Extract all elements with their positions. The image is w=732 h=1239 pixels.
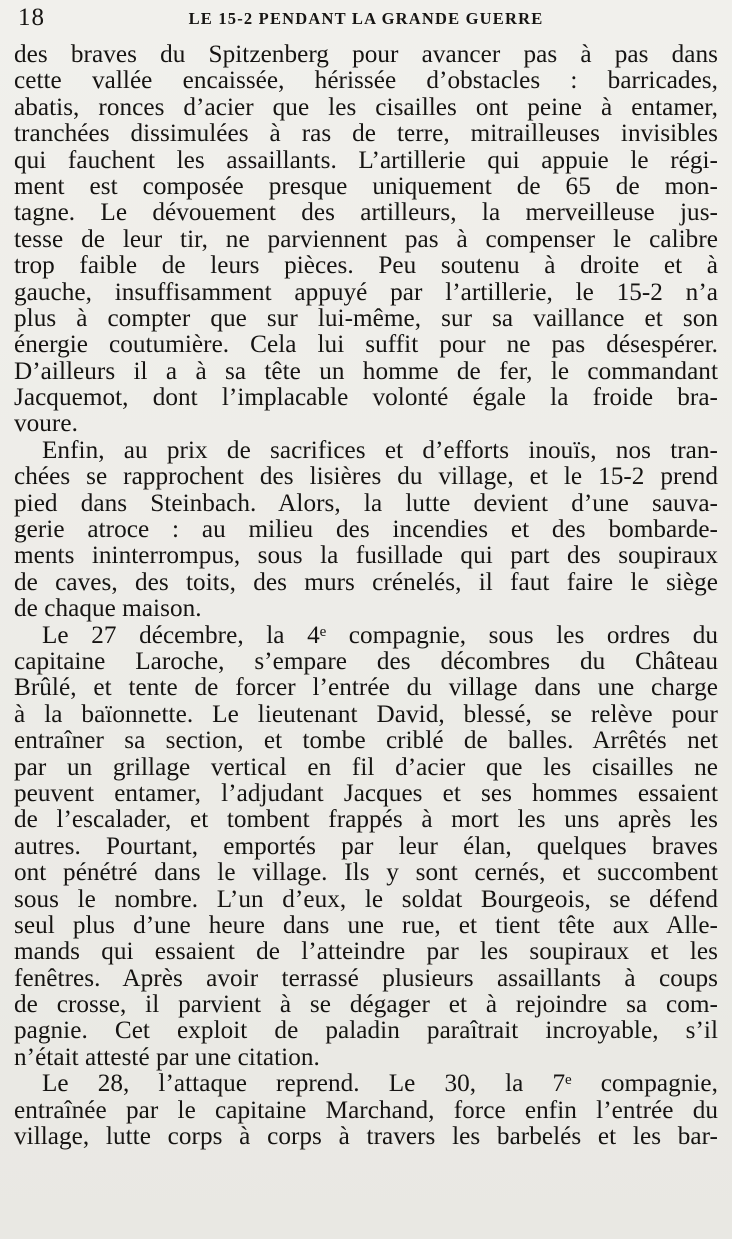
text-line: entraînée par le capitaine Marchand, force enfin l’entrée du (14, 1096, 718, 1124)
running-title: LE 15-2 PENDANT LA GRANDE GUERRE (188, 9, 544, 28)
text-line: trop faible de leurs pièces. Peu soutenu à droite et à (14, 252, 718, 280)
text-line: entraîner sa section, et tombe criblé de balles. Arrêtés net (14, 727, 718, 755)
text-line: Le 28, l’attaque reprend. Le 30, la 7ᵉ compagnie, (42, 1070, 718, 1098)
text-line: pagnie. Cet exploit de paladin paraîtrait incroyable, s’il (14, 1017, 718, 1045)
text-line: mands qui essaient de l’atteindre par les soupiraux et les (14, 938, 718, 966)
text-line: plus à compter que sur lui-même, sur sa vaillance et son (14, 304, 718, 332)
body-text (14, 42, 718, 1150)
text-line: Enfin, au prix de sacrifices et d’efforts inouïs, nos tran- (42, 436, 718, 464)
text-line: n’était attesté par une citation. (14, 1043, 320, 1071)
paragraph (14, 623, 718, 1072)
text-line: cette vallée encaissée, hérissée d’obstacles : barricades, (14, 67, 718, 95)
paragraph (14, 1071, 718, 1150)
text-line: fenêtres. Après avoir terrassé plusieurs assaillants à coups (14, 964, 718, 992)
text-line: de crosse, il parvient à se dégager et à rejoindre sa com- (14, 991, 718, 1019)
text-line: ment est composée presque uniquement de 65 de mon- (14, 172, 718, 200)
text-line: gerie atroce : au milieu des incendies et des bombarde- (14, 516, 718, 544)
page-header (14, 0, 718, 42)
text-line: Brûlé, et tente de forcer l’entrée du village dans une charge (14, 674, 718, 702)
page-number: 18 (18, 4, 45, 31)
text-line: peuvent entamer, l’adjudant Jacques et ses hommes essaient (14, 779, 718, 807)
text-line: de caves, des toits, des murs crénelés, il faut faire le siège (14, 568, 718, 596)
text-line: voure. (14, 410, 78, 438)
text-line: ments ininterrompus, sous la fusillade qui part des soupiraux (14, 542, 718, 570)
text-line: qui fauchent les assaillants. L’artillerie qui appuie le régi- (14, 146, 718, 174)
text-line: par un grillage vertical en fil d’acier que les cisailles ne (14, 753, 718, 781)
text-line: de l’escalader, et tombent frappés à mort les uns après les (14, 806, 718, 834)
text-line: de chaque maison. (14, 595, 202, 623)
text-line: Le 27 décembre, la 4ᵉ compagnie, sous les ordres du (42, 621, 718, 649)
text-line: tesse de leur tir, ne parviennent pas à compenser le calibre (14, 225, 718, 253)
text-line: D’ailleurs il a à sa tête un homme de fer, le commandant (14, 357, 718, 385)
paragraph (14, 438, 718, 623)
text-line: seul plus d’une heure dans une rue, et tient tête aux Alle- (14, 911, 718, 939)
text-line: ont pénétré dans le village. Ils y sont cernés, et succombent (14, 859, 718, 887)
text-line: capitaine Laroche, s’empare des décombres du Château (14, 647, 718, 675)
text-line: Jacquemot, dont l’implacable volonté égale la froide bra- (14, 384, 718, 412)
paragraph (14, 42, 718, 438)
text-line: village, lutte corps à corps à travers les barbelés et les bar- (14, 1123, 718, 1151)
text-line: pied dans Steinbach. Alors, la lutte devient d’une sauva- (14, 489, 718, 517)
text-line: autres. Pourtant, emportés par leur élan, quelques braves (14, 832, 718, 860)
text-line: énergie coutumière. Cela lui suffit pour ne pas désespérer. (14, 331, 718, 359)
text-line: à la baïonnette. Le lieutenant David, blessé, se relève pour (14, 700, 718, 728)
text-line: abatis, ronces d’acier que les cisailles ont peine à entamer, (14, 93, 718, 121)
text-line: tagne. Le dévouement des artilleurs, la merveilleuse jus- (14, 199, 718, 227)
text-line: tranchées dissimulées à ras de terre, mitrailleuses invisibles (14, 120, 718, 148)
text-line: chées se rapprochent des lisières du village, et le 15-2 prend (14, 463, 718, 491)
text-line: des braves du Spitzenberg pour avancer pas à pas dans (14, 41, 718, 68)
text-line: gauche, insuffisamment appuyé par l’artillerie, le 15-2 n’a (14, 278, 718, 306)
text-line: sous le nombre. L’un d’eux, le soldat Bourgeois, se défend (14, 885, 718, 913)
